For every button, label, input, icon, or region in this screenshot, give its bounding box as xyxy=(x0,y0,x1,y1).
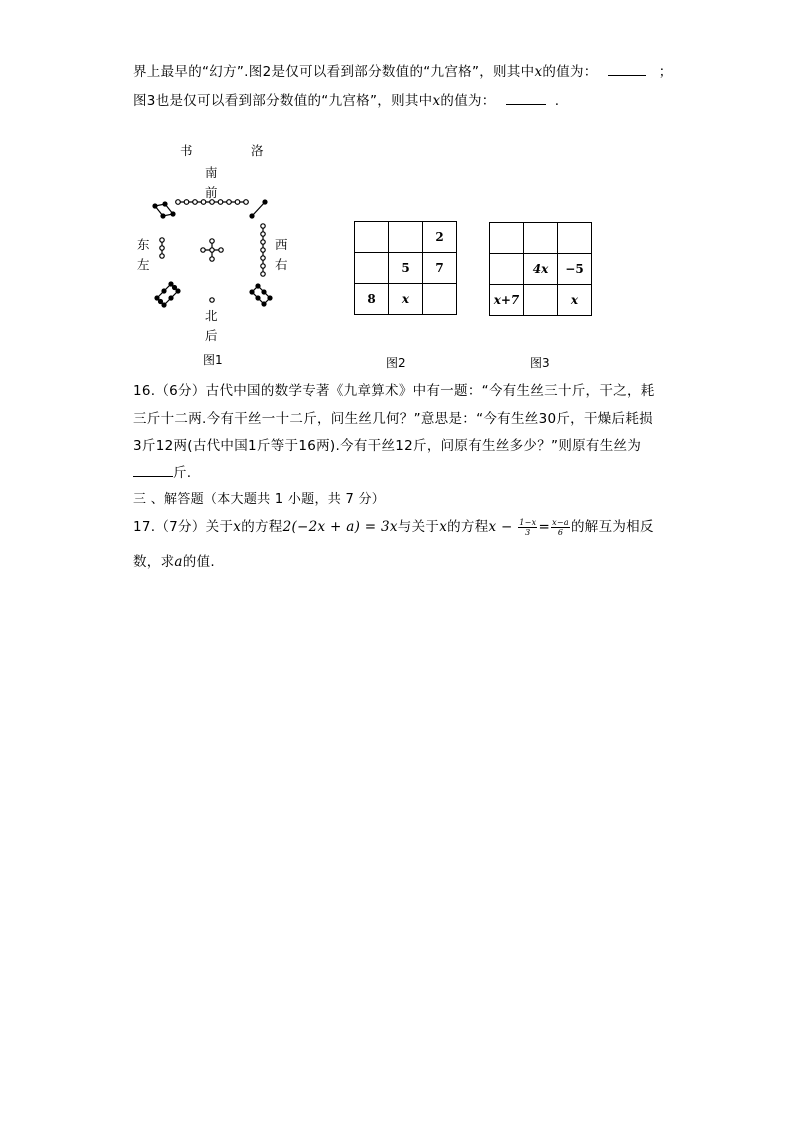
grid-cell: 5 xyxy=(389,253,423,284)
question-16-line-1: 16.（6分）古代中国的数学专著《九章算术》中有一题：“今有生丝三十斤，干之，耗 xyxy=(133,383,655,399)
grid-cell: 4x xyxy=(524,254,558,285)
grid-cell xyxy=(389,222,423,253)
question-17-text: 17.（7分）关于 xyxy=(133,519,234,535)
equation-1: 2(−2x + a) = 3x xyxy=(282,519,398,535)
figure-1-caption: 图1 xyxy=(203,353,223,367)
variable-a: a xyxy=(174,554,183,570)
label-shu: 书 xyxy=(180,143,193,158)
grid-row xyxy=(355,253,457,284)
intro-text: ； xyxy=(658,64,673,80)
variable-x: x xyxy=(432,93,441,109)
label-right: 右 xyxy=(275,257,288,272)
intro-line-2 xyxy=(133,89,559,109)
figure-3-caption: 图3 xyxy=(530,356,550,370)
grid-cell xyxy=(524,223,558,254)
grid-cell: x+7 xyxy=(490,285,524,316)
question-17-text: 的方程 xyxy=(447,519,489,535)
question-16-line-3: 3斤12两(古代中国1斤等于16两).今有干丝12斤，问原有生丝多少？”则原有生丝为 xyxy=(133,438,642,454)
label-back: 后 xyxy=(205,328,218,343)
intro-text: 的值为： xyxy=(542,64,598,80)
question-17-line-2 xyxy=(133,550,215,570)
fraction-denominator: 6 xyxy=(557,527,564,537)
question-17-text: 数，求 xyxy=(133,554,175,570)
grid-cell xyxy=(558,223,592,254)
figure-3-grid xyxy=(489,222,592,316)
fraction-numerator: 1−x xyxy=(519,517,537,527)
figure-2-caption: 图2 xyxy=(386,356,406,370)
intro-text: . xyxy=(554,93,560,109)
intro-line-1 xyxy=(133,60,673,80)
intro-text: 界上最早的“幻方”.图2是仅可以看到部分数值的“九宫格”，则其中 xyxy=(133,64,535,80)
answer-blank[interactable] xyxy=(506,90,546,105)
grid-cell xyxy=(490,223,524,254)
grid-row xyxy=(355,284,457,315)
grid-row xyxy=(490,254,592,285)
question-17-text: 的值. xyxy=(182,554,215,570)
intro-text: 的值为： xyxy=(440,93,496,109)
variable-x: x xyxy=(233,519,242,535)
question-16-line-4 xyxy=(133,461,191,481)
grid-cell: 2 xyxy=(423,222,457,253)
label-left: 左 xyxy=(137,257,150,272)
label-front: 前 xyxy=(205,185,218,200)
label-south: 南 xyxy=(205,165,218,180)
grid-row xyxy=(355,222,457,253)
grid-cell: 8 xyxy=(355,284,389,315)
grid-cell xyxy=(355,222,389,253)
section-3-heading: 三 、解答题（本大题共 1 小题，共 7 分） xyxy=(133,492,386,507)
equation-2-lhs: x − xyxy=(488,519,513,535)
label-east: 东 xyxy=(137,237,150,252)
question-17-text: 的方程 xyxy=(241,519,283,535)
answer-blank[interactable] xyxy=(133,462,173,477)
question-17-line-1 xyxy=(133,515,654,537)
equals-sign: = xyxy=(538,519,551,535)
grid-cell xyxy=(490,254,524,285)
figure-2-grid xyxy=(354,221,457,315)
grid-cell: x xyxy=(558,285,592,316)
label-north: 北 xyxy=(205,308,218,323)
answer-blank[interactable] xyxy=(608,61,646,76)
variable-x: x xyxy=(534,64,543,80)
grid-row xyxy=(490,285,592,316)
fraction-1 xyxy=(518,518,537,537)
question-16-line-2: 三斤十二两.今有干丝一十二斤，问生丝几何？”意思是：“今有生丝30斤，干燥后耗损 xyxy=(133,411,653,427)
grid-cell xyxy=(355,253,389,284)
grid-cell xyxy=(524,285,558,316)
luoshu-dot-pattern xyxy=(140,190,320,320)
variable-x: x xyxy=(439,519,448,535)
question-16-text: 斤. xyxy=(173,465,192,481)
grid-cell: 7 xyxy=(423,253,457,284)
intro-text: 图3也是仅可以看到部分数值的“九宫格”，则其中 xyxy=(133,93,433,109)
grid-cell: −5 xyxy=(558,254,592,285)
label-west: 西 xyxy=(275,237,288,252)
question-17-text: 的解互为相反 xyxy=(570,519,654,535)
grid-cell: x xyxy=(389,284,423,315)
fraction-denominator: 3 xyxy=(525,527,531,537)
fraction-2 xyxy=(551,518,570,537)
grid-cell xyxy=(423,284,457,315)
label-luo: 洛 xyxy=(251,143,264,158)
fraction-numerator: x−a xyxy=(552,517,569,527)
grid-row xyxy=(490,223,592,254)
question-17-text: 与关于 xyxy=(397,519,440,535)
